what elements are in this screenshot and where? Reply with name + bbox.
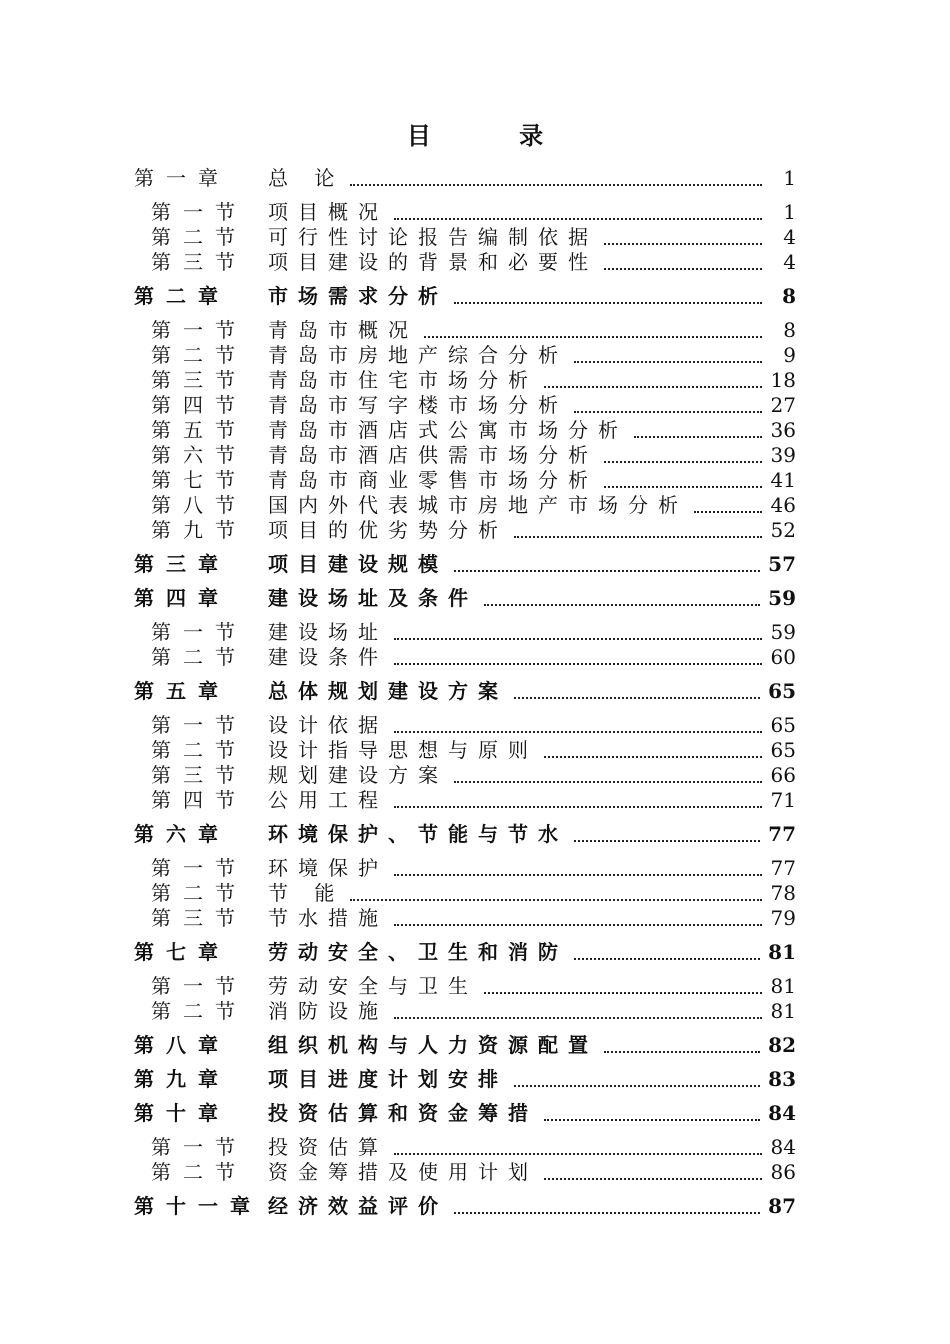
toc-section-row[interactable] xyxy=(134,250,796,275)
dot-leader xyxy=(634,436,762,438)
toc-entry-title: 投资估算 xyxy=(268,1135,388,1159)
toc-entry-number: 第五章 xyxy=(134,679,230,703)
dot-leader xyxy=(394,1017,762,1019)
toc-entry-title: 环境保护、节能与节水 xyxy=(268,822,568,846)
toc-entry-title: 青岛市概况 xyxy=(268,318,418,342)
toc-entry-title: 投资估算和资金筹措 xyxy=(268,1101,538,1125)
toc-entry-title: 项目的优劣势分析 xyxy=(268,518,508,542)
toc-entry-number: 第一节 xyxy=(151,1135,247,1159)
toc-entry-page: 27 xyxy=(770,393,796,417)
toc-section-row[interactable] xyxy=(134,906,796,931)
toc-entry-number: 第二章 xyxy=(134,284,230,308)
toc-entry-page: 65 xyxy=(770,713,796,737)
toc-entry-title: 项目建设的背景和必要性 xyxy=(268,250,598,274)
dot-leader xyxy=(694,511,762,513)
dot-leader xyxy=(514,697,760,699)
dot-leader xyxy=(544,1119,760,1121)
dot-leader xyxy=(394,638,762,640)
toc-entry-number: 第七章 xyxy=(134,940,230,964)
toc-entry-title: 青岛市写字楼市场分析 xyxy=(268,393,568,417)
toc-entry-page: 57 xyxy=(768,552,796,576)
toc-entry-page: 66 xyxy=(770,763,796,787)
toc-entry-page: 84 xyxy=(770,1135,796,1159)
dot-leader xyxy=(454,302,762,304)
toc-entry-page: 77 xyxy=(770,856,796,880)
toc-chapter-row[interactable] xyxy=(134,166,796,191)
toc-entry-page: 77 xyxy=(768,822,796,846)
toc-entry-page: 81 xyxy=(768,940,796,964)
table-of-contents xyxy=(134,166,796,1228)
toc-entry-title: 节 能 xyxy=(268,881,345,905)
toc-entry-title: 节水措施 xyxy=(268,906,388,930)
toc-entry-title: 公用工程 xyxy=(268,788,388,812)
toc-entry-title: 建设条件 xyxy=(268,645,388,669)
toc-entry-title: 青岛市酒店供需市场分析 xyxy=(268,443,598,467)
toc-section-row[interactable] xyxy=(134,393,796,418)
toc-section-row[interactable] xyxy=(134,999,796,1024)
toc-section-row[interactable] xyxy=(134,343,796,368)
toc-entry-number: 第三节 xyxy=(151,368,247,392)
toc-entry-number: 第一节 xyxy=(151,318,247,342)
toc-entry-number: 第四节 xyxy=(151,393,247,417)
toc-entry-page: 8 xyxy=(782,284,796,308)
toc-section-row[interactable] xyxy=(134,788,796,813)
dot-leader xyxy=(604,461,762,463)
toc-entry-page: 87 xyxy=(768,1194,796,1218)
toc-section-row[interactable] xyxy=(134,225,796,250)
dot-leader xyxy=(394,806,762,808)
toc-section-row[interactable] xyxy=(134,645,796,670)
toc-entry-number: 第四章 xyxy=(134,586,230,610)
toc-entry-page: 84 xyxy=(768,1101,796,1125)
toc-section-row[interactable] xyxy=(134,200,796,225)
toc-section-row[interactable] xyxy=(134,1135,796,1160)
toc-entry-page: 41 xyxy=(770,468,796,492)
toc-chapter-row[interactable] xyxy=(134,1101,796,1126)
toc-chapter-row[interactable] xyxy=(134,1194,796,1219)
toc-section-row[interactable] xyxy=(134,738,796,763)
toc-chapter-row[interactable] xyxy=(134,940,796,965)
dot-leader xyxy=(544,756,762,758)
toc-entry-page: 18 xyxy=(770,368,796,392)
toc-section-row[interactable] xyxy=(134,974,796,999)
toc-entry-page: 81 xyxy=(770,974,796,998)
toc-entry-number: 第九节 xyxy=(151,518,247,542)
toc-entry-title: 国内外代表城市房地产市场分析 xyxy=(268,493,688,517)
toc-entry-title: 规划建设方案 xyxy=(268,763,448,787)
toc-entry-page: 86 xyxy=(770,1160,796,1184)
toc-entry-title: 青岛市酒店式公寓市场分析 xyxy=(268,418,628,442)
toc-entry-number: 第十章 xyxy=(134,1101,230,1125)
toc-section-row[interactable] xyxy=(134,468,796,493)
toc-section-row[interactable] xyxy=(134,620,796,645)
dot-leader xyxy=(544,1178,762,1180)
dot-leader xyxy=(350,184,762,186)
toc-entry-number: 第八章 xyxy=(134,1033,230,1057)
dot-leader xyxy=(394,218,762,220)
toc-entry-title: 劳动安全与卫生 xyxy=(268,974,478,998)
dot-leader xyxy=(350,899,762,901)
toc-entry-page: 79 xyxy=(770,906,796,930)
dot-leader xyxy=(394,663,762,665)
toc-chapter-row[interactable] xyxy=(134,552,796,577)
dot-leader xyxy=(454,1212,760,1214)
toc-entry-number: 第二节 xyxy=(151,999,247,1023)
toc-section-row[interactable] xyxy=(134,763,796,788)
toc-entry-number: 第四节 xyxy=(151,788,247,812)
toc-entry-number: 第九章 xyxy=(134,1067,230,1091)
dot-leader xyxy=(604,268,762,270)
dot-leader xyxy=(604,243,762,245)
toc-entry-number: 第六节 xyxy=(151,443,247,467)
toc-entry-number: 第十一章 xyxy=(134,1194,262,1218)
toc-entry-number: 第二节 xyxy=(151,1160,247,1184)
toc-entry-title: 青岛市房地产综合分析 xyxy=(268,343,568,367)
toc-entry-page: 52 xyxy=(770,518,796,542)
dot-leader xyxy=(454,570,760,572)
toc-entry-number: 第一章 xyxy=(134,166,230,190)
dot-leader xyxy=(574,411,762,413)
toc-entry-title: 总体规划建设方案 xyxy=(268,679,508,703)
toc-entry-page: 82 xyxy=(768,1033,796,1057)
dot-leader xyxy=(574,958,760,960)
toc-section-row[interactable] xyxy=(134,713,796,738)
toc-chapter-row[interactable] xyxy=(134,679,796,704)
dot-leader xyxy=(394,1153,762,1155)
toc-entry-title: 劳动安全、卫生和消防 xyxy=(268,940,568,964)
toc-entry-number: 第六章 xyxy=(134,822,230,846)
toc-chapter-row[interactable] xyxy=(134,1033,796,1058)
toc-entry-page: 1 xyxy=(783,166,796,190)
toc-entry-number: 第一节 xyxy=(151,200,247,224)
toc-entry-page: 65 xyxy=(768,679,796,703)
toc-entry-title: 总 论 xyxy=(268,166,345,190)
toc-entry-number: 第一节 xyxy=(151,856,247,880)
toc-entry-title: 环境保护 xyxy=(268,856,388,880)
toc-entry-number: 第八节 xyxy=(151,493,247,517)
toc-entry-number: 第三节 xyxy=(151,250,247,274)
dot-leader xyxy=(394,874,762,876)
toc-entry-title: 项目建设规模 xyxy=(268,552,448,576)
toc-entry-number: 第二节 xyxy=(151,225,247,249)
toc-entry-page: 4 xyxy=(783,225,796,249)
toc-entry-title: 青岛市商业零售市场分析 xyxy=(268,468,598,492)
toc-entry-number: 第七节 xyxy=(151,468,247,492)
toc-section-row[interactable] xyxy=(134,1160,796,1185)
toc-entry-title: 可行性讨论报告编制依据 xyxy=(268,225,598,249)
dot-leader xyxy=(604,486,762,488)
dot-leader xyxy=(484,992,762,994)
toc-section-row[interactable] xyxy=(134,443,796,468)
toc-entry-page: 8 xyxy=(783,318,796,342)
toc-chapter-row[interactable] xyxy=(134,284,796,309)
toc-entry-title: 资金筹措及使用计划 xyxy=(268,1160,538,1184)
toc-entry-title: 组织机构与人力资源配置 xyxy=(268,1033,598,1057)
toc-section-row[interactable] xyxy=(134,518,796,543)
dot-leader xyxy=(574,840,760,842)
toc-entry-page: 36 xyxy=(770,418,796,442)
dot-leader xyxy=(544,386,762,388)
toc-entry-page: 59 xyxy=(768,586,796,610)
toc-entry-page: 4 xyxy=(783,250,796,274)
toc-entry-title: 建设场址及条件 xyxy=(268,586,478,610)
toc-chapter-row[interactable] xyxy=(134,822,796,847)
toc-entry-page: 1 xyxy=(783,200,796,224)
toc-section-row[interactable] xyxy=(134,368,796,393)
toc-entry-page: 78 xyxy=(770,881,796,905)
toc-entry-number: 第三章 xyxy=(134,552,230,576)
dot-leader xyxy=(574,361,762,363)
toc-entry-number: 第一节 xyxy=(151,974,247,998)
toc-section-row[interactable] xyxy=(134,493,796,518)
toc-section-row[interactable] xyxy=(134,881,796,906)
toc-entry-title: 建设场址 xyxy=(268,620,388,644)
toc-entry-number: 第一节 xyxy=(151,620,247,644)
toc-entry-number: 第三节 xyxy=(151,763,247,787)
toc-entry-number: 第二节 xyxy=(151,738,247,762)
page-title: 目 录 xyxy=(406,121,584,150)
toc-section-row[interactable] xyxy=(134,856,796,881)
toc-entry-page: 60 xyxy=(770,645,796,669)
toc-entry-page: 81 xyxy=(770,999,796,1023)
dot-leader xyxy=(454,781,762,783)
toc-chapter-row[interactable] xyxy=(134,1067,796,1092)
toc-chapter-row[interactable] xyxy=(134,586,796,611)
toc-entry-title: 项目进度计划安排 xyxy=(268,1067,508,1091)
toc-entry-page: 83 xyxy=(768,1067,796,1091)
toc-section-row[interactable] xyxy=(134,418,796,443)
toc-entry-number: 第三节 xyxy=(151,906,247,930)
toc-entry-number: 第二节 xyxy=(151,343,247,367)
toc-entry-title: 设计依据 xyxy=(268,713,388,737)
toc-entry-page: 59 xyxy=(770,620,796,644)
toc-entry-title: 设计指导思想与原则 xyxy=(268,738,538,762)
toc-section-row[interactable] xyxy=(134,318,796,343)
toc-entry-title: 消防设施 xyxy=(268,999,388,1023)
toc-entry-page: 39 xyxy=(770,443,796,467)
dot-leader xyxy=(514,1085,760,1087)
toc-entry-number: 第五节 xyxy=(151,418,247,442)
dot-leader xyxy=(484,604,760,606)
toc-entry-page: 46 xyxy=(770,493,796,517)
toc-entry-number: 第二节 xyxy=(151,881,247,905)
toc-entry-page: 71 xyxy=(770,788,796,812)
dot-leader xyxy=(394,924,762,926)
toc-entry-title: 青岛市住宅市场分析 xyxy=(268,368,538,392)
toc-entry-page: 9 xyxy=(783,343,796,367)
toc-entry-number: 第二节 xyxy=(151,645,247,669)
toc-entry-number: 第一节 xyxy=(151,713,247,737)
dot-leader xyxy=(604,1051,760,1053)
dot-leader xyxy=(424,336,762,338)
dot-leader xyxy=(514,536,762,538)
toc-entry-title: 市场需求分析 xyxy=(268,284,448,308)
toc-entry-title: 项目概况 xyxy=(268,200,388,224)
toc-entry-page: 65 xyxy=(770,738,796,762)
toc-entry-title: 经济效益评价 xyxy=(268,1194,448,1218)
dot-leader xyxy=(394,731,762,733)
